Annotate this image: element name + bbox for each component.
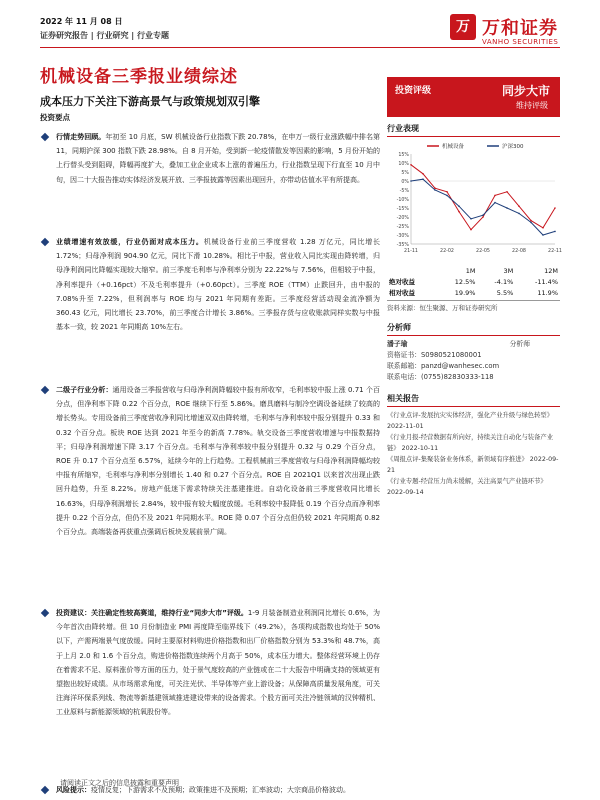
para-investment (40, 606, 380, 777)
logo-mark-icon: 万 (450, 14, 476, 40)
data-point (446, 191, 448, 193)
analyst-name: 潘子瑜 (387, 340, 408, 348)
y-tick-label: -30% (396, 234, 409, 239)
analyst-email[interactable]: 联系邮箱：panzd@wanhesec.com (387, 362, 500, 370)
report-date: 2022 年 11 月 08 日 (40, 17, 123, 26)
analyst-cert: 资格证书：S0980521080001 (387, 351, 482, 359)
data-point (494, 202, 496, 204)
para-lead: 二级子行业分析： (56, 386, 113, 394)
data-point (482, 214, 484, 216)
x-tick-label: 21-11 (404, 249, 418, 254)
data-point (458, 205, 460, 207)
para-lead: 风险提示： (56, 786, 91, 794)
y-tick-label: 0% (401, 180, 409, 185)
data-point (518, 205, 520, 207)
data-point (434, 189, 436, 191)
para-earnings (40, 235, 380, 375)
para-lead: 投资建议：关注确定性较高赛道，维持行业“同步大市”评级。 (56, 609, 248, 617)
bullet-icon (41, 238, 49, 246)
related-item[interactable]: 《行业专题-经营压力尚未缓解，关注高景气产业链环节》 2022-09-14 (387, 478, 547, 496)
rating-label: 投资评级 (395, 86, 432, 96)
bullet-icon (41, 609, 49, 617)
breadcrumb: 证券研究报告 | 行业研究 | 行业专题 (40, 31, 169, 40)
table-row (387, 287, 560, 298)
rating-banner (387, 77, 560, 117)
data-point (554, 207, 556, 209)
related-item[interactable]: 《行业点评-发展抗灾实体经济，强化产业升级与绿色转型》 2022-11-01 (387, 412, 553, 430)
data-point (470, 229, 472, 231)
data-point (554, 231, 556, 233)
data-point (506, 191, 508, 193)
data-point (494, 195, 496, 197)
table-header (387, 266, 437, 276)
legend-label: 机械设备 (442, 144, 465, 150)
para-market-review (40, 130, 380, 229)
rating-value: 同步大市 (501, 84, 550, 98)
table-cell: 相对收益 (389, 289, 415, 297)
perf-table (387, 266, 560, 298)
y-tick-label: 15% (398, 153, 409, 158)
y-tick-label: -15% (396, 207, 409, 212)
data-point (410, 164, 412, 166)
para-lead: 业绩增速有效放缓，行业仍面对成本压力。 (56, 238, 204, 246)
x-tick-label: 22-08 (512, 249, 526, 254)
data-point (542, 227, 544, 229)
data-point (434, 187, 436, 189)
para-text: 通用设备三季报营收与归母净利润降幅较中报有所收窄，毛利率较中报上涨 0.71 个百分点，但净利率下降 0.22 个百分点，ROE 继续下行至 5.86%。磨具磨料与制冷空调设备延续了较高的增长势头。专用设备前三季度营收净利同比增速双双由降转增，毛利率与净利率较中报分别提升 0.33 和 0.32 个百分点。板块 ROE 达到 2021 年至今的新高 7.78%。轨交设备三季度营收增速与中报数据持平；归母净利润增速下降 3.17 个百分点。毛利率与净利率较中报分别提升 0.32 与 0.29 个百分点，ROE 升 0.17 个百分点至 6.57%，延续今年的上行趋势。工程机械前三季度营收与归母净利润降幅均较中报有所缩窄，毛利率与净利率分别增长 1.40 和 0.27 个百分点。ROE 自 2021Q1 以来首次出现止跌回升趋势，升至 8.22%。房地产低迷下需求特续关注基建推进。自动化设备前三季度营收同比增长 16.63%，归母净利润增长 2.84%，较中报有较大幅度放缓。毛利率较中报降低 0.19 个百分点而净利率提升 0.22 个百分点，但仍不及 2021 年同期水平。ROE 降 0.07 个百分点但仍较 2021 年同期高 0.82 个百分点。高端装备再获重点强调后板块发展前景广阔。 (56, 386, 380, 537)
table-cell: -4.1% (494, 277, 514, 286)
table-cell: 5.5% (496, 288, 514, 297)
rating-note: 维持评级 (516, 101, 548, 110)
x-tick-label: 22-02 (440, 249, 454, 254)
x-tick-label: 22-11 (548, 249, 562, 254)
analyst-phone: 联系电话：(0755)82830333-118 (387, 373, 494, 381)
table-header-row (387, 266, 560, 276)
data-point (482, 216, 484, 218)
para-text: 年初至 10 月底，SW 机械设备行业指数下跌 20.78%，在申万一级行业涨跌幅中排名第 11，同期沪深 300 指数下跌 28.98%。自 8 月开始，受到新一轮疫情散发等因素的影响，5 月份开始的上行替头受到阻碍，降幅再度扩大，叠加工业企业成本上涨的普遍压力，行业指数呈现下行直至 10 月中旬，因二十大报告推动实体经济发展开放、三季报披露等因素出现回升，亦带动估值水平有所提高。 (56, 133, 380, 184)
para-text: 1-9 月装备制造业利润同比增长 0.6%，为今年首次由降转增。但 10 月份制造业 PMI 再度降至临界线下（49.2%），各项构成指数也均处于 50%以下，产需两端景气度放缓。同时主要原材料购进价格指数和出厂价格指数分别为 53.3%和 48.7%，高于上月 2.0 和 1.6 个百分点，购进价格指数连续两个月高于 50%，成本压力增大。整体经营环境上仍存在着需求不足、原料涨价等方面的压力，处于景气度较高的产业链或在二十大报告中明确支持的领域更有望抱出较好成绩。从市场需求角度，可关注光伏、半导体等产业上游设备；从保障高质量发展角度，可关注海洋环保系列线、物流等新基建领域推进建设带来的设备需求。个股方面可关注冷链领域的汉钟精机、工业原料与新能源领域的杭氧股份等。 (56, 609, 380, 717)
data-point (530, 220, 532, 222)
analyst-section-title: 分析师 (387, 322, 560, 336)
table-cell: 绝对收益 (389, 278, 415, 286)
perf-section-title: 行业表现 (387, 123, 560, 137)
logo-english: VANHO SECURITIES (482, 38, 559, 46)
table-header: 12M (544, 267, 558, 275)
y-tick-label: 10% (398, 162, 409, 167)
table-cell: 12.5% (454, 277, 476, 286)
data-point (410, 180, 412, 182)
disclaimer-footer: 请阅读正文之后的信息披露和重要声明 (60, 779, 179, 787)
para-lead: 行情走势回顾。 (56, 133, 106, 141)
analyst-role: 分析师 (509, 340, 530, 348)
main-body (40, 130, 380, 797)
header-divider (40, 47, 560, 48)
y-tick-label: -20% (396, 216, 409, 221)
series-line-industry (411, 165, 555, 230)
report-subtitle: 成本压力下关注下游高景气与政策规划双引擎 (40, 95, 260, 108)
related-item[interactable]: 《行业月报-经营数据有所向好，持续关注自动化与装备产业链》 2022-10-11 (387, 434, 553, 452)
related-list (387, 410, 560, 498)
y-tick-label: -25% (396, 225, 409, 230)
brand-logo (450, 14, 580, 58)
table-cell: 11.9% (537, 288, 558, 297)
sidebar (387, 77, 560, 498)
y-tick-label: 5% (401, 171, 409, 176)
data-point (422, 178, 424, 180)
data-point (542, 234, 544, 236)
y-tick-label: -5% (399, 189, 409, 194)
industry-performance-chart (387, 140, 560, 260)
bullet-icon (41, 386, 49, 394)
related-title: 相关报告 (387, 393, 560, 407)
report-title: 机械设备三季报业绩综述 (40, 67, 238, 87)
data-point (518, 213, 520, 215)
series-line-index (411, 179, 555, 235)
table-cell: -11.4% (535, 277, 558, 286)
table-header: 1M (465, 267, 476, 275)
data-point (458, 211, 460, 213)
para-text: 疫情反复；下游需求不及预期；政策推进不及预期；汇率波动；大宗商品价格波动。 (91, 786, 350, 794)
data-point (470, 218, 472, 220)
related-item[interactable]: 《周报点评-集聚装备业务体系，新领域有序推进》 2022-09-21 (387, 456, 559, 474)
data-point (530, 222, 532, 224)
bullet-icon (41, 133, 49, 141)
data-point (422, 173, 424, 175)
data-point (506, 207, 508, 209)
table-header: 3M (503, 267, 514, 275)
y-tick-label: -35% (396, 243, 409, 248)
para-subsector (40, 383, 380, 598)
table-cell: 19.9% (454, 288, 476, 297)
legend-label: 沪深300 (502, 144, 524, 150)
para-text: 机械设备行业前三季度营收 1.28 万亿元，同比增长 1.72%；归母净利润 904.90 亿元，同比下滑 10.28%。相比于中报，营业收入同比实现由降转增，归母净利润同比降幅实现较大缩窄。前三季度毛利率与净利率分别为 22.22%与 7.56%，但相较于中报，净利率提升（+0.16pct）不及毛利率提升（+0.60pct）。三季度 ROE（TTM）止跌回升，由中报的 7.08%升至 7.22%，但利润率与 ROE 均与 2021 年同期有差距。三季度经营活动现金流净额为 360.43 亿元，同比增长 23.70%，前三季度合计增长 3.86%。三季报存货与应收账款同样实数与中报基本一致，较 2021 年同期高 10%左右。 (56, 238, 380, 332)
y-tick-label: -10% (396, 198, 409, 203)
key-points-label: 投资要点 (40, 113, 70, 122)
x-tick-label: 22-05 (476, 249, 490, 254)
analyst-block (387, 339, 560, 383)
data-point (446, 195, 448, 197)
perf-source: 资料来源：恒生聚源、万和证券研究所 (387, 300, 560, 312)
logo-chinese: 万和证券 (482, 18, 558, 39)
bullet-icon (41, 786, 49, 794)
analyst-name-row (387, 339, 560, 350)
table-row (387, 276, 560, 287)
